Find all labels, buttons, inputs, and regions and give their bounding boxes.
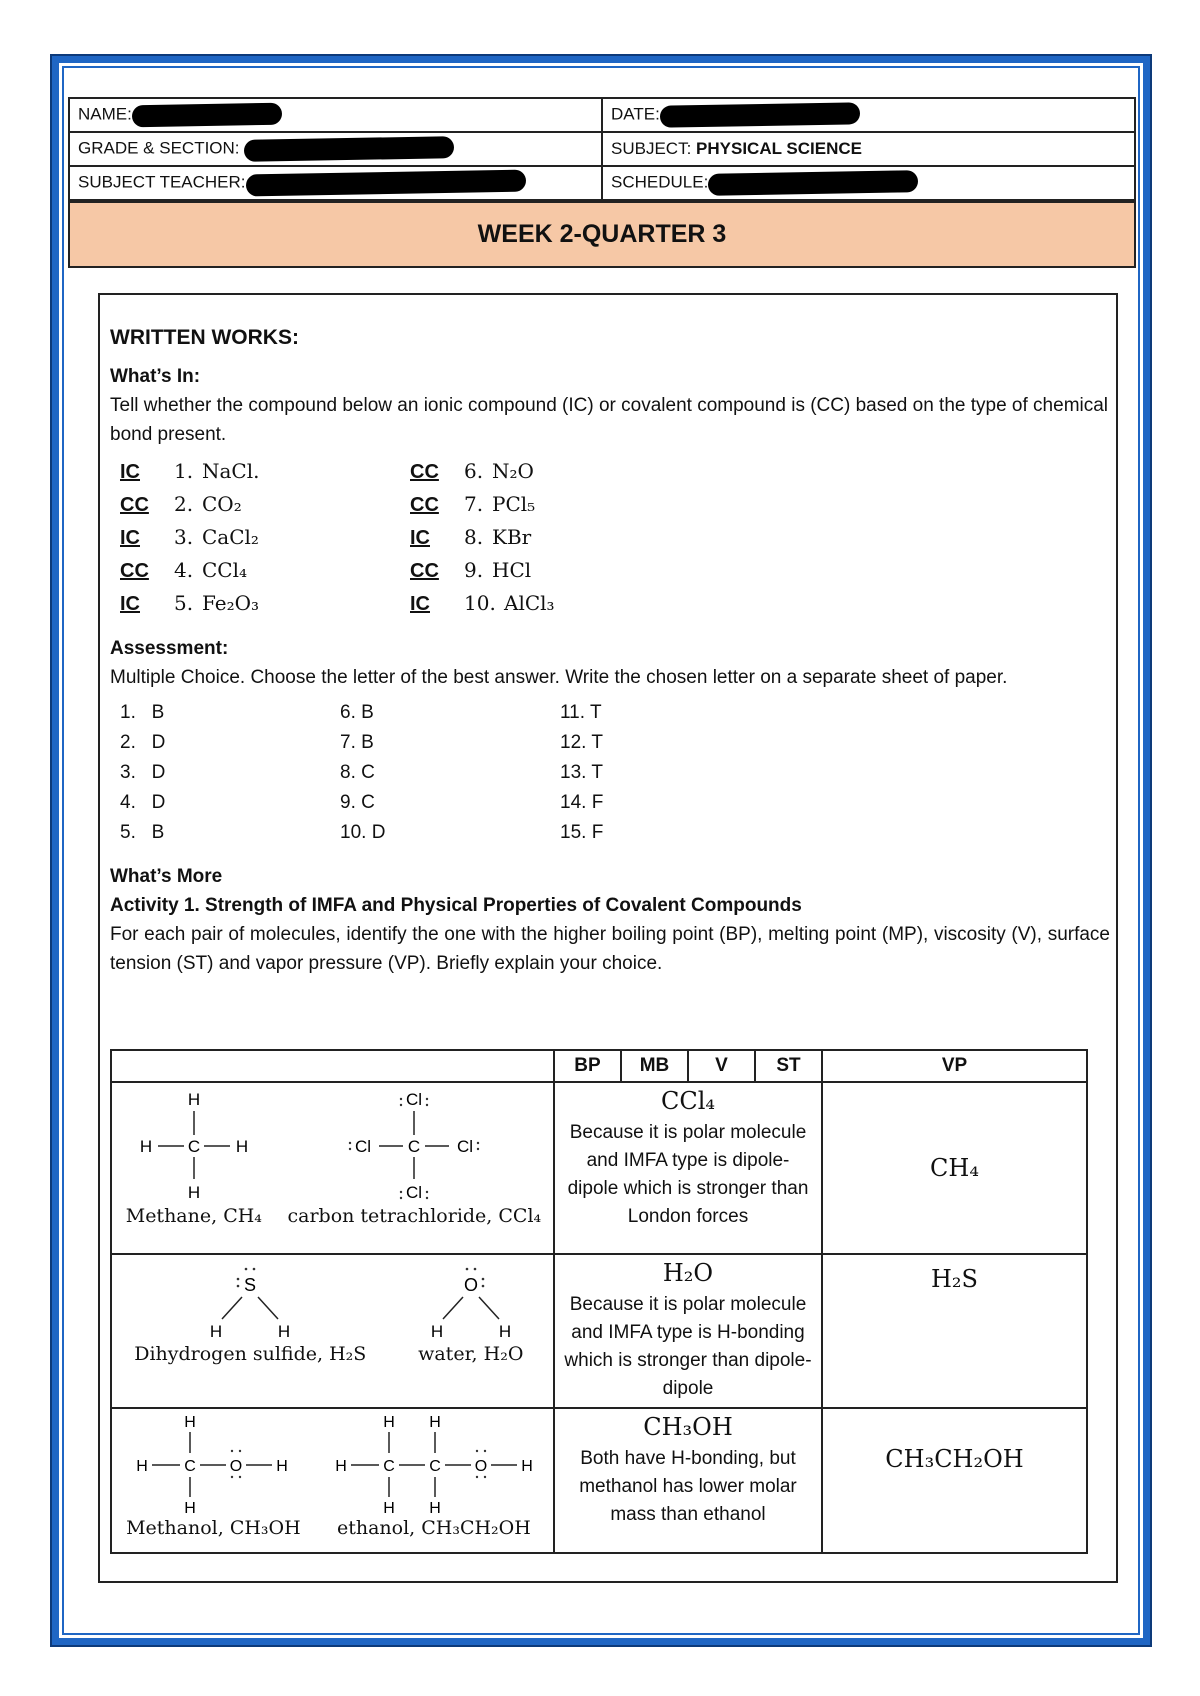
item-number: 10. [464,591,496,615]
header-v: V [688,1050,755,1082]
mc-answer: 13. T [560,762,603,783]
h2s-caption: Dihydrogen sulfide, H₂S [134,1343,367,1365]
header-bp: BP [554,1050,621,1082]
imfa-table [110,1049,1088,1554]
table-row [111,1254,1087,1408]
methanol-diagram [128,1409,298,1517]
methane-structure [124,1083,264,1227]
mc-answer: 9. C [340,792,375,813]
item-number: 7. [464,492,484,516]
assessment-instructions: Multiple Choice. Choose the letter of the best answer. Write the chosen letter on a separate sheet of paper. [110,667,1008,688]
molecule-pair-cell [111,1408,554,1553]
list-item [410,589,710,620]
atom-label: O [474,1458,488,1475]
name-label: NAME: [78,104,132,124]
list-item [120,523,410,554]
name-field [69,98,602,132]
atom-label: H [276,1458,289,1475]
atom-label: H [184,1500,197,1517]
assessment-title: Assessment: [110,638,229,659]
table-row [111,1082,1087,1254]
h2s-structure [134,1255,366,1365]
header-mb: MB [621,1050,688,1082]
redaction-mark [132,103,282,128]
compound-formula: CO₂ [202,492,242,516]
mc-answer: 1. B [120,702,165,723]
compound-formula: Fe₂O₃ [202,591,260,615]
mc-answer: 2. D [120,732,166,753]
compound-formula: KBr [492,525,532,549]
compound-formula: CaCl₂ [202,525,259,549]
methane-caption: Methane, CH₄ [125,1205,262,1227]
week-banner: WEEK 2-QUARTER 3 [68,201,1136,268]
compound-formula: PCl₅ [492,492,536,516]
item-number: 3. [174,525,194,549]
mc-answer: 3. D [120,762,166,783]
atom-label: C [187,1137,200,1156]
atom-label: H [429,1500,441,1517]
table-header-blank [111,1050,554,1082]
compound-formula: NaCl. [202,459,260,483]
water-caption: water, H₂O [418,1343,524,1365]
whats-in-instructions: Tell whether the compound below an ionic compound (IC) or covalent compound is (CC) based on the type of chemical bond present. [110,395,1109,445]
ccl4-structure [287,1083,541,1227]
list-item [410,523,710,554]
mc-answer: 4. D [120,792,166,813]
answer-cell [554,1408,822,1553]
ethanol-structure [329,1409,539,1539]
content-box [98,293,1118,1583]
water-structure [411,1255,531,1365]
table-row [111,1408,1087,1553]
vp-answer: H₂S [822,1254,1087,1408]
multiple-choice-answers [120,698,1110,848]
written-works-title: WRITTEN WORKS: [110,326,299,349]
atom-label: O [230,1458,243,1475]
atom-label: S [244,1275,257,1295]
schedule-field [602,166,1135,200]
grade-section-field [69,132,602,166]
list-item [120,457,410,488]
compound-formula: N₂O [492,459,534,483]
redaction-mark [245,170,525,197]
item-number: 2. [174,492,194,516]
vp-answer: CH₃CH₂OH [822,1408,1087,1553]
redaction-mark [660,102,860,127]
atom-label: C [383,1458,395,1475]
atom-label: Cl [406,1090,423,1109]
list-item [120,589,410,620]
atom-label: H [498,1322,511,1341]
answer-explanation: Because it is polar molecule and IMFA type is H-bonding which is stronger than dipole-dipole [564,1294,812,1399]
bond-type-answer: IC [410,593,430,615]
atom-label: H [335,1458,347,1475]
mc-answer: 15. F [560,822,604,843]
molecule-pair-cell [111,1254,554,1408]
answer-formula: CH₃OH [643,1413,733,1441]
atom-label: Cl [406,1183,423,1202]
subject-label: SUBJECT: [611,139,697,158]
bond-type-answer: CC [120,560,149,582]
atom-label: C [429,1458,441,1475]
content [110,323,1110,978]
vp-answer: CH₄ [822,1082,1087,1254]
ic-cc-answer-list [120,457,1110,620]
list-item [120,490,410,521]
compound-formula: AlCl₃ [504,591,555,615]
atom-label: O [463,1275,478,1295]
mc-answer: 14. F [560,792,604,813]
date-label: DATE: [611,104,660,124]
grade-section-label: GRADE & SECTION: [78,138,240,158]
teacher-label: SUBJECT TEACHER: [78,172,246,192]
activity-title: Activity 1. Strength of IMFA and Physical Properties of Covalent Compounds [110,895,802,916]
activity-instructions: For each pair of molecules, identify the one with the higher boiling point (BP), melting point (MP), viscosity (V), surface tension (ST) and vapor pressure (VP). Briefly explain your choice. [110,924,1110,974]
mc-answer: 12. T [560,732,603,753]
bond-type-answer: IC [120,593,140,615]
answer-cell [554,1254,822,1408]
bond-type-answer: IC [120,527,140,549]
compound-formula: CCl₄ [202,558,248,582]
item-number: 5. [174,591,194,615]
atom-label: H [383,1500,395,1517]
mc-answer: 11. T [560,702,602,723]
ethanol-caption: ethanol, CH₃CH₂OH [336,1517,531,1539]
atom-label: Cl [355,1137,372,1156]
item-number: 9. [464,558,484,582]
ccl4-caption: carbon tetrachloride, CCl₄ [287,1205,542,1227]
atom-label: H [278,1322,291,1341]
subject-field [602,132,1135,166]
atom-label: H [136,1458,149,1475]
atom-label: C [184,1458,197,1475]
atom-label: H [235,1137,248,1156]
answer-explanation: Because it is polar molecule and IMFA type is dipole-dipole which is stronger than London forces [567,1122,809,1227]
student-info-table [68,97,1136,201]
date-field [602,98,1135,132]
redaction-mark [244,136,454,162]
molecule-pair-cell [111,1082,554,1254]
whats-more-title: What’s More [110,866,223,887]
ethanol-diagram [329,1409,539,1517]
mc-answer: 7. B [340,732,374,753]
answer-explanation: Both have H-bonding, but methanol has lower molar mass than ethanol [579,1448,797,1525]
h2s-diagram [190,1255,310,1343]
bond-type-answer: CC [410,560,439,582]
list-item [410,490,710,521]
header-vp: VP [822,1050,1087,1082]
mc-answer: 10. D [340,822,386,843]
mc-answer: 6. B [340,702,374,723]
atom-label: H [210,1322,223,1341]
atom-label: H [430,1322,443,1341]
atom-label: H [429,1414,441,1431]
bond-type-answer: CC [410,461,439,483]
methane-diagram [124,1083,264,1205]
atom-label: H [184,1414,197,1431]
atom-label: H [139,1137,152,1156]
teacher-field [69,166,602,200]
list-item [120,556,410,587]
answer-formula: H₂O [662,1259,714,1287]
atom-label: H [187,1090,200,1109]
mc-answer: 5. B [120,822,165,843]
compound-formula: HCl [492,558,532,582]
methanol-caption: Methanol, CH₃OH [126,1517,301,1539]
bond-type-answer: IC [120,461,140,483]
subject-value: PHYSICAL SCIENCE [696,139,862,158]
whats-in-title: What’s In: [110,366,201,387]
answer-formula: CCl₄ [660,1087,716,1115]
ccl4-diagram [339,1083,489,1205]
list-item [410,457,710,488]
atom-label: C [408,1137,421,1156]
atom-label: H [521,1458,533,1475]
water-diagram [411,1255,531,1343]
item-number: 1. [174,459,194,483]
answer-cell [554,1082,822,1254]
schedule-label: SCHEDULE: [611,172,709,192]
bond-type-answer: CC [410,494,439,516]
atom-label: Cl [457,1137,474,1156]
item-number: 4. [174,558,194,582]
item-number: 8. [464,525,484,549]
redaction-mark [708,170,918,196]
atom-label: H [187,1183,200,1202]
mc-answer: 8. C [340,762,375,783]
item-number: 6. [464,459,484,483]
bond-type-answer: IC [410,527,430,549]
bond-type-answer: CC [120,494,149,516]
list-item [410,556,710,587]
methanol-structure [126,1409,301,1539]
atom-label: H [383,1414,395,1431]
header-st: ST [755,1050,822,1082]
